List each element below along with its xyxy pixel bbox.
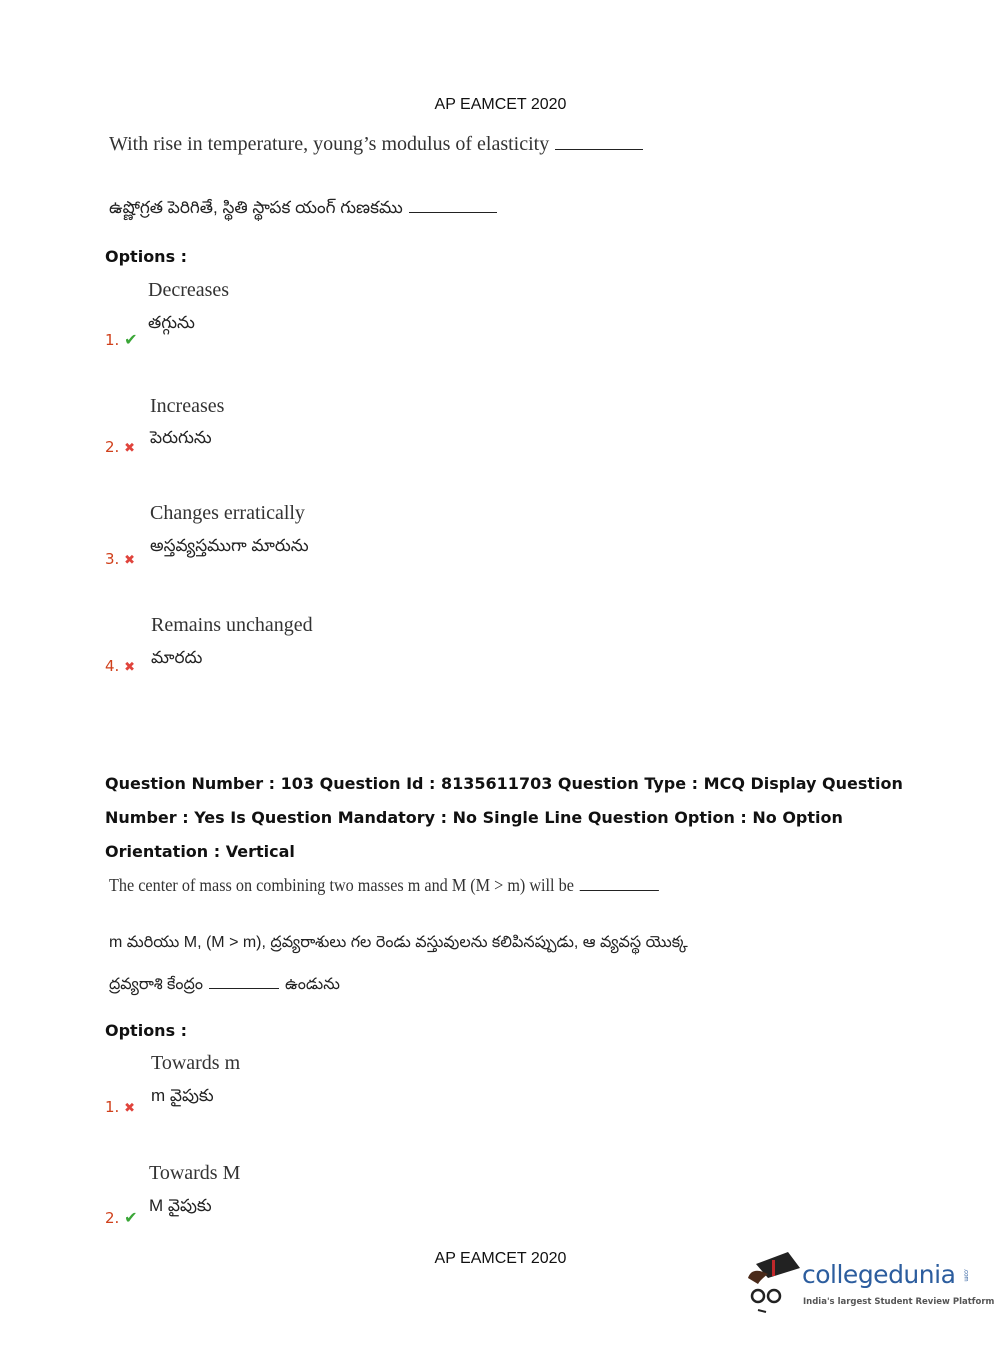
- option-2-marker: [105, 1208, 138, 1227]
- question-meta-line-2: Number : Yes Is Question Mandatory : No Single Line Question Option : No Option: [105, 808, 843, 827]
- collegedunia-logo: [742, 1250, 995, 1320]
- question-text-english: [109, 133, 643, 156]
- question-text: ఉండును: [284, 976, 340, 993]
- options-label: Options :: [105, 1021, 188, 1040]
- option-2-english: Towards M: [149, 1162, 241, 1184]
- question-text-telugu-line-2: [109, 975, 340, 997]
- option-number: 1.: [105, 331, 120, 349]
- option-4-marker: [105, 657, 135, 675]
- option-4-telugu: మారదు: [151, 648, 203, 667]
- option-number: 3.: [105, 550, 120, 568]
- question-text: ఉష్ణోగ్రత పెరిగితే, స్థితి స్థాపక యంగ్ గుణకము: [109, 198, 403, 217]
- cross-icon: ✖: [124, 1101, 135, 1116]
- blank: [555, 148, 643, 150]
- option-1-english: Towards m: [151, 1052, 241, 1074]
- option-1-marker: [105, 1098, 135, 1116]
- page-footer: AP EAMCET 2020: [434, 1250, 567, 1267]
- option-2-telugu: పెరుగును: [150, 428, 212, 447]
- blank: [209, 987, 279, 989]
- option-2-marker: [105, 438, 135, 456]
- option-1-marker: [105, 330, 138, 349]
- cross-icon: ✖: [124, 553, 135, 568]
- option-1-english: Decreases: [148, 279, 230, 301]
- page-header: AP EAMCET 2020: [434, 96, 567, 113]
- option-number: 1.: [105, 1098, 120, 1116]
- question-text-english: [109, 875, 659, 896]
- option-2-telugu: M వైపుకు: [149, 1196, 212, 1215]
- question-meta-line-1: Question Number : 103 Question Id : 8135611703 Question Type : MCQ Display Question: [105, 774, 903, 793]
- check-icon: ✔: [124, 330, 138, 349]
- logo-wordmark: collegedunia: [802, 1260, 956, 1289]
- option-3-telugu: అస్తవ్యస్తముగా మారును: [150, 536, 309, 555]
- check-icon: ✔: [124, 1208, 138, 1227]
- question-text: The center of mass on combining two masses m and M (M > m) will be: [109, 875, 574, 895]
- cross-icon: ✖: [124, 441, 135, 456]
- option-number: 2.: [105, 438, 120, 456]
- option-number: 4.: [105, 657, 120, 675]
- option-1-telugu: తగ్గును: [148, 313, 195, 332]
- option-number: 2.: [105, 1209, 120, 1227]
- question-meta-line-3: Orientation : Vertical: [105, 842, 295, 861]
- question-text-telugu: [109, 198, 497, 222]
- blank: [579, 889, 658, 891]
- cross-icon: ✖: [124, 660, 135, 675]
- options-label: Options :: [105, 247, 188, 266]
- logo-suffix: .com: [962, 1268, 969, 1282]
- option-1-telugu: m వైపుకు: [151, 1086, 214, 1105]
- question-text: ద్రవ్యరాశి కేంద్రం: [109, 976, 203, 993]
- question-text-telugu-line-1: m మరియు M, (M > m), ద్రవ్యరాశులు గల రెండు వస్తువులను కలిపినప్పుడు, ఆ వ్యవస్థ యొక్క: [109, 934, 688, 951]
- option-3-english: Changes erratically: [150, 502, 305, 524]
- question-text: With rise in temperature, young’s modulus of elasticity: [109, 133, 550, 155]
- blank: [409, 211, 497, 213]
- mascot-icon: [742, 1250, 804, 1316]
- option-4-english: Remains unchanged: [151, 614, 313, 636]
- option-2-english: Increases: [150, 395, 225, 417]
- option-3-marker: [105, 550, 135, 568]
- logo-tagline: India's largest Student Review Platform: [803, 1297, 995, 1307]
